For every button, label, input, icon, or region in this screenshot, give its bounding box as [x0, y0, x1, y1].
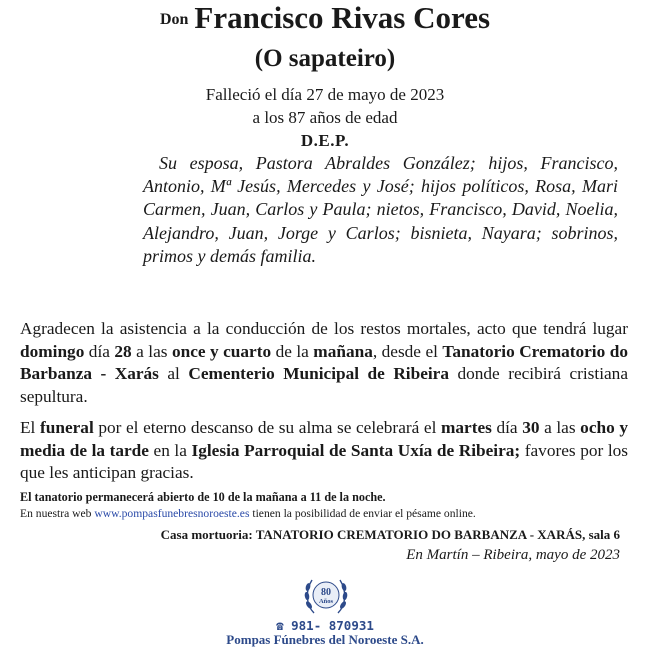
p1-cemetery: Cementerio Municipal de Ribeira: [188, 364, 449, 384]
deceased-name: Francisco Rivas Cores: [194, 0, 491, 35]
p2-time: ocho y media de la tarde: [20, 418, 628, 460]
p1-text-4: de la: [271, 341, 314, 361]
casa-value: TANATORIO CREMATORIO DO BARBANZA - XARÁS, sala 6: [255, 527, 620, 542]
honorific-prefix: Don: [159, 11, 189, 28]
web-note-suffix: tienen la posibilidad de enviar el pésame online.: [249, 507, 476, 520]
p1-day: domingo: [20, 341, 85, 361]
p2-date: 30: [522, 418, 540, 437]
p1-text-7: donde recibirá cristiana sepultura.: [20, 364, 628, 407]
logo-number: 80: [321, 587, 331, 598]
deceased-heading: [0, 0, 650, 36]
p2-church: Iglesia Parroquial de Santa Uxía de Ribeira;: [191, 440, 521, 460]
place-and-date: En Martín – Ribeira, mayo de 2023: [406, 547, 620, 563]
dep-label: D.E.P.: [300, 131, 350, 150]
p1-text-2: día: [84, 341, 115, 361]
p2-text-3: día: [491, 418, 523, 437]
p1-text-1: Agradecen la asistencia a la conducción de los restos mortales, acto que tendrá lugar: [20, 319, 628, 338]
p2-day: martes: [440, 418, 492, 437]
phone-line: [0, 618, 650, 633]
p1-date: 28: [114, 341, 132, 361]
p1-time: once y cuarto: [171, 341, 272, 361]
company-name: Pompas Fúnebres del Noroeste S.A.: [226, 632, 424, 647]
age-at-death: a los 87 años de edad: [252, 108, 398, 127]
p2-text-4: a las: [539, 418, 581, 437]
p1-origin: Tanatorio Crematorio do Barbanza - Xarás: [20, 341, 628, 384]
funeral-paragraph: [20, 417, 628, 485]
phone-number[interactable]: 981- 870931: [291, 618, 374, 633]
p2-text-1: El: [20, 418, 40, 437]
deceased-nickname: (O sapateiro): [254, 45, 396, 72]
p2-text-2: por el eterno descanso de su alma se celebrará el: [93, 418, 441, 437]
p2-text-6: favores por los que les anticipan gracias.: [20, 440, 628, 483]
procession-paragraph: [20, 318, 628, 409]
p1-text-5: , desde el: [372, 341, 443, 361]
web-note-prefix: En nuestra web: [20, 507, 95, 520]
logo-word: Años: [318, 598, 334, 605]
website-link[interactable]: www.pompasfunebresnoroeste.es: [94, 507, 250, 520]
casa-label: Casa mortuoria:: [160, 527, 256, 542]
casa-mortuoria: [0, 527, 620, 543]
web-note: [20, 507, 476, 520]
anniversary-80-logo: [300, 569, 352, 621]
death-date: Falleció el día 27 de mayo de 2023: [205, 85, 445, 104]
family-list: Su esposa, Pastora Abraldes González; hijos, Francisco, Antonio, Mª Jesús, Mercedes y José; hijos políticos, Rosa, Mari Carmen, Juan, Carlos y Paula; nietos, Francisco, David, Noelia, Alejandro, Juan, Jorge y Carlos; bisnieta, Nayara; sobrinos, primos y demás familia.: [143, 153, 618, 266]
telephone-icon: ☎: [276, 618, 284, 633]
p1-text-6: al: [158, 364, 189, 384]
p1-period: mañana: [313, 341, 373, 361]
p2-text-5: en la: [148, 440, 192, 460]
p1-text-3: a las: [131, 341, 172, 361]
tanatorio-hours-note: El tanatorio permanecerá abierto de 10 de la mañana a 11 de la noche.: [20, 490, 386, 504]
p2-funeral: funeral: [39, 418, 94, 437]
